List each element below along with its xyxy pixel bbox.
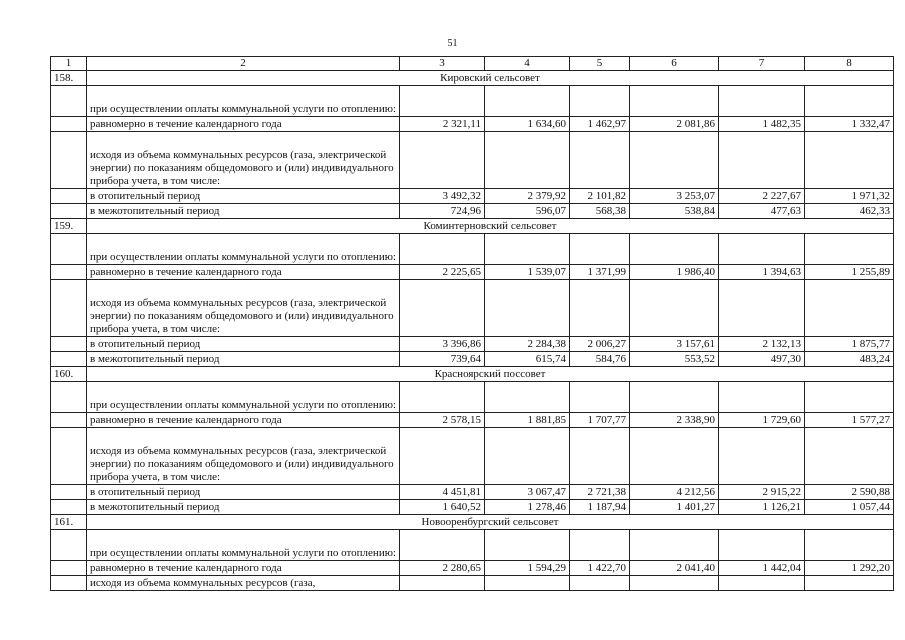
value-cell: 615,74	[485, 352, 570, 367]
value-cell	[805, 86, 894, 117]
value-cell	[485, 132, 570, 189]
value-cell	[805, 382, 894, 413]
value-cell	[570, 428, 630, 485]
section-header-row	[51, 515, 894, 530]
value-cell	[630, 280, 719, 337]
value-cell	[630, 132, 719, 189]
value-cell	[719, 428, 805, 485]
table-row	[51, 576, 894, 591]
table-row	[51, 117, 894, 132]
row-description: в отопительный период	[87, 337, 400, 352]
value-cell: 553,52	[630, 352, 719, 367]
value-cell: 1 594,29	[485, 561, 570, 576]
value-cell: 2 225,65	[400, 265, 485, 280]
row-description: при осуществлении оплаты коммунальной услуги по отоплению:	[87, 382, 400, 413]
column-header: 6	[630, 57, 719, 71]
row-index-cell	[51, 234, 87, 265]
value-cell: 596,07	[485, 204, 570, 219]
row-index-cell	[51, 352, 87, 367]
value-cell: 2 227,67	[719, 189, 805, 204]
section-title: Коминтерновский сельсовет	[87, 219, 894, 234]
value-cell	[570, 280, 630, 337]
value-cell: 724,96	[400, 204, 485, 219]
value-cell	[570, 576, 630, 591]
value-cell	[400, 280, 485, 337]
value-cell: 1 332,47	[805, 117, 894, 132]
section-header-row	[51, 71, 894, 86]
value-cell	[719, 234, 805, 265]
value-cell	[805, 280, 894, 337]
table-row	[51, 352, 894, 367]
table-row	[51, 485, 894, 500]
table-row	[51, 234, 894, 265]
value-cell: 2 578,15	[400, 413, 485, 428]
row-index-cell	[51, 189, 87, 204]
value-cell	[805, 132, 894, 189]
value-cell: 2 132,13	[719, 337, 805, 352]
value-cell: 3 157,61	[630, 337, 719, 352]
section-title: Кировский сельсовет	[87, 71, 894, 86]
value-cell	[630, 86, 719, 117]
row-index-cell	[51, 576, 87, 591]
section-number: 159.	[51, 219, 87, 234]
value-cell: 2 915,22	[719, 485, 805, 500]
column-header: 1	[51, 57, 87, 71]
value-cell: 1 401,27	[630, 500, 719, 515]
value-cell	[719, 382, 805, 413]
value-cell	[805, 428, 894, 485]
value-cell: 2 284,38	[485, 337, 570, 352]
value-cell	[719, 86, 805, 117]
value-cell: 568,38	[570, 204, 630, 219]
row-index-cell	[51, 413, 87, 428]
table-row	[51, 337, 894, 352]
value-cell: 584,76	[570, 352, 630, 367]
value-cell: 1 577,27	[805, 413, 894, 428]
value-cell: 497,30	[719, 352, 805, 367]
value-cell	[719, 530, 805, 561]
value-cell	[570, 530, 630, 561]
table-row	[51, 530, 894, 561]
row-description: исходя из объема коммунальных ресурсов (газа,	[87, 576, 400, 591]
row-index-cell	[51, 280, 87, 337]
column-header: 2	[87, 57, 400, 71]
column-header: 7	[719, 57, 805, 71]
value-cell: 1 278,46	[485, 500, 570, 515]
value-cell	[630, 428, 719, 485]
row-description: равномерно в течение календарного года	[87, 413, 400, 428]
value-cell	[400, 576, 485, 591]
value-cell: 477,63	[719, 204, 805, 219]
value-cell: 1 986,40	[630, 265, 719, 280]
value-cell: 1 422,70	[570, 561, 630, 576]
section-title: Красноярский поссовет	[87, 367, 894, 382]
row-description: при осуществлении оплаты коммунальной услуги по отоплению:	[87, 234, 400, 265]
value-cell	[570, 382, 630, 413]
section-number: 160.	[51, 367, 87, 382]
value-cell	[630, 576, 719, 591]
value-cell: 2 280,65	[400, 561, 485, 576]
row-description: в отопительный период	[87, 485, 400, 500]
value-cell: 1 371,99	[570, 265, 630, 280]
row-index-cell	[51, 86, 87, 117]
table-row	[51, 500, 894, 515]
row-description: при осуществлении оплаты коммунальной услуги по отоплению:	[87, 86, 400, 117]
table-row	[51, 428, 894, 485]
row-description: равномерно в течение календарного года	[87, 265, 400, 280]
value-cell	[630, 530, 719, 561]
value-cell	[485, 382, 570, 413]
value-cell	[485, 86, 570, 117]
page-number: 51	[447, 38, 458, 49]
value-cell: 2 590,88	[805, 485, 894, 500]
column-header: 4	[485, 57, 570, 71]
value-cell	[570, 132, 630, 189]
row-description: в межотопительный период	[87, 204, 400, 219]
section-title: Новооренбургский сельсовет	[87, 515, 894, 530]
value-cell: 1 634,60	[485, 117, 570, 132]
value-cell: 3 253,07	[630, 189, 719, 204]
table-row	[51, 132, 894, 189]
value-cell	[485, 576, 570, 591]
value-cell: 1 126,21	[719, 500, 805, 515]
row-index-cell	[51, 204, 87, 219]
table-row	[51, 413, 894, 428]
value-cell	[719, 280, 805, 337]
value-cell: 1 875,77	[805, 337, 894, 352]
value-cell: 2 321,11	[400, 117, 485, 132]
table-row	[51, 382, 894, 413]
value-cell	[400, 132, 485, 189]
value-cell	[719, 132, 805, 189]
table-row	[51, 561, 894, 576]
value-cell: 3 067,47	[485, 485, 570, 500]
row-index-cell	[51, 117, 87, 132]
value-cell: 3 492,32	[400, 189, 485, 204]
value-cell	[630, 382, 719, 413]
table-row	[51, 280, 894, 337]
value-cell: 2 081,86	[630, 117, 719, 132]
value-cell: 4 212,56	[630, 485, 719, 500]
value-cell	[400, 86, 485, 117]
value-cell	[400, 428, 485, 485]
value-cell	[719, 576, 805, 591]
value-cell: 1 729,60	[719, 413, 805, 428]
table-row	[51, 189, 894, 204]
value-cell: 3 396,86	[400, 337, 485, 352]
row-index-cell	[51, 500, 87, 515]
value-cell: 1 539,07	[485, 265, 570, 280]
value-cell	[570, 234, 630, 265]
table-row	[51, 204, 894, 219]
row-index-cell	[51, 428, 87, 485]
value-cell	[400, 530, 485, 561]
value-cell	[485, 280, 570, 337]
row-description: исходя из объема коммунальных ресурсов (газа, электрической энергии) по показаниям общедомового и (или) индивидуального прибора учета, в том числе:	[87, 132, 400, 189]
row-index-cell	[51, 485, 87, 500]
value-cell: 1 292,20	[805, 561, 894, 576]
value-cell	[400, 234, 485, 265]
column-number-row	[51, 57, 894, 71]
row-index-cell	[51, 337, 87, 352]
value-cell: 2 006,27	[570, 337, 630, 352]
value-cell	[400, 382, 485, 413]
section-number: 161.	[51, 515, 87, 530]
value-cell	[630, 234, 719, 265]
row-index-cell	[51, 530, 87, 561]
value-cell: 1 482,35	[719, 117, 805, 132]
column-header: 3	[400, 57, 485, 71]
value-cell: 1 881,85	[485, 413, 570, 428]
table-row	[51, 86, 894, 117]
row-index-cell	[51, 561, 87, 576]
row-description: при осуществлении оплаты коммунальной услуги по отоплению:	[87, 530, 400, 561]
value-cell: 1 255,89	[805, 265, 894, 280]
table-row	[51, 265, 894, 280]
value-cell	[570, 86, 630, 117]
value-cell: 462,33	[805, 204, 894, 219]
row-description: равномерно в течение календарного года	[87, 117, 400, 132]
section-header-row	[51, 219, 894, 234]
section-number: 158.	[51, 71, 87, 86]
value-cell: 1 442,04	[719, 561, 805, 576]
value-cell: 2 101,82	[570, 189, 630, 204]
value-cell	[805, 576, 894, 591]
column-header: 8	[805, 57, 894, 71]
row-index-cell	[51, 382, 87, 413]
value-cell	[485, 530, 570, 561]
value-cell: 483,24	[805, 352, 894, 367]
value-cell	[805, 530, 894, 561]
value-cell: 4 451,81	[400, 485, 485, 500]
value-cell	[485, 428, 570, 485]
row-description: в отопительный период	[87, 189, 400, 204]
value-cell: 1 394,63	[719, 265, 805, 280]
column-header: 5	[570, 57, 630, 71]
value-cell: 1 057,44	[805, 500, 894, 515]
value-cell: 1 707,77	[570, 413, 630, 428]
value-cell: 1 971,32	[805, 189, 894, 204]
row-description: в межотопительный период	[87, 352, 400, 367]
value-cell: 2 721,38	[570, 485, 630, 500]
row-description: исходя из объема коммунальных ресурсов (газа, электрической энергии) по показаниям общедомового и (или) индивидуального прибора учета, в том числе:	[87, 280, 400, 337]
value-cell: 739,64	[400, 352, 485, 367]
value-cell: 538,84	[630, 204, 719, 219]
value-cell: 1 187,94	[570, 500, 630, 515]
value-cell: 1 462,97	[570, 117, 630, 132]
tariff-table	[50, 56, 894, 591]
value-cell	[805, 234, 894, 265]
value-cell: 2 338,90	[630, 413, 719, 428]
value-cell: 2 379,92	[485, 189, 570, 204]
row-description: исходя из объема коммунальных ресурсов (газа, электрической энергии) по показаниям общедомового и (или) индивидуального прибора учета, в том числе:	[87, 428, 400, 485]
table-body	[51, 57, 894, 591]
row-description: равномерно в течение календарного года	[87, 561, 400, 576]
value-cell: 1 640,52	[400, 500, 485, 515]
row-description: в межотопительный период	[87, 500, 400, 515]
value-cell	[485, 234, 570, 265]
value-cell: 2 041,40	[630, 561, 719, 576]
row-index-cell	[51, 132, 87, 189]
row-index-cell	[51, 265, 87, 280]
section-header-row	[51, 367, 894, 382]
